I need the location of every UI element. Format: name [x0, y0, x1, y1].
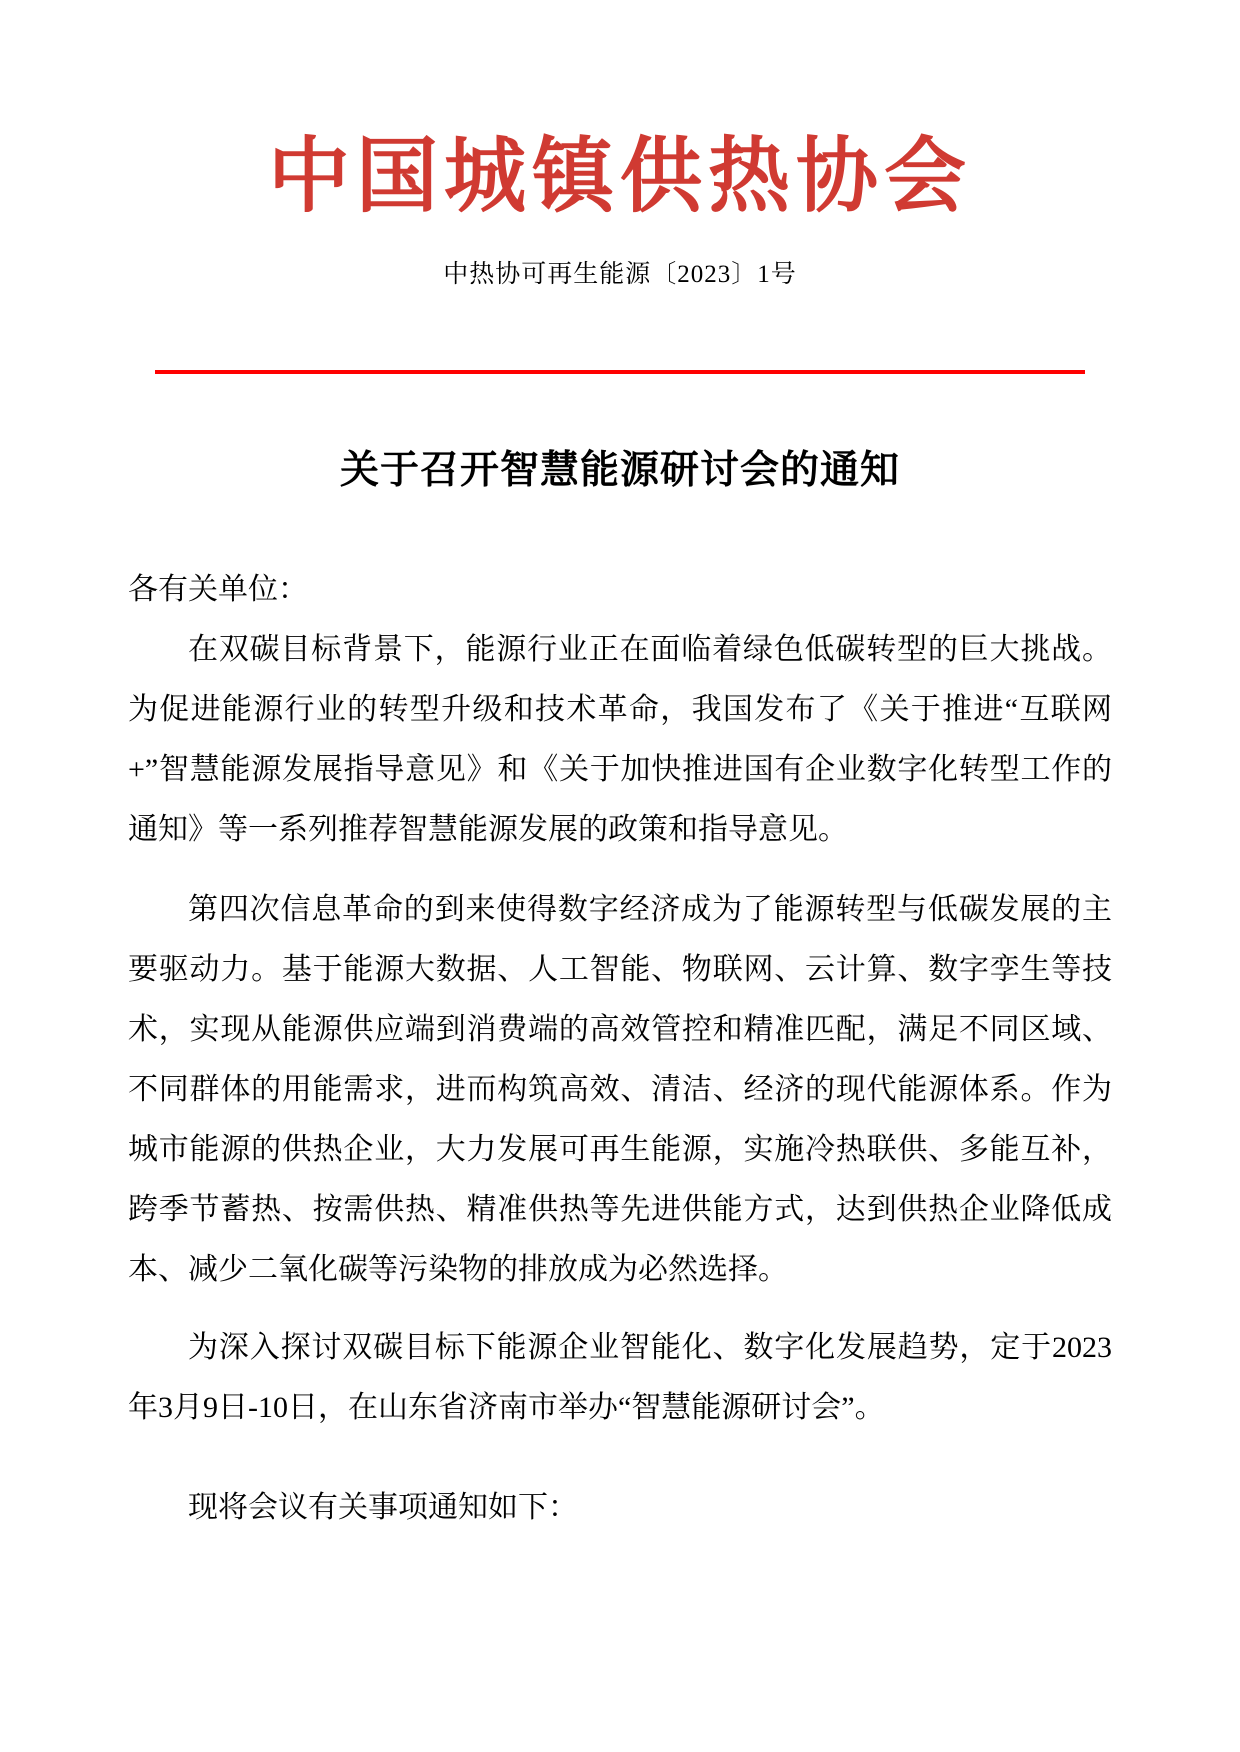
doc-number: 中热协可再生能源〔2023〕1号: [443, 261, 797, 288]
closing-line: 现将会议有关事项通知如下：: [188, 1490, 578, 1524]
paragraph-meeting-date: 为深入探讨双碳目标下能源企业智能化、数字化发展趋势，定于2023年3月9日-10日，在山东省济南市举办“智慧能源研讨会”。: [128, 1330, 1112, 1424]
doc-body: [128, 560, 1112, 1538]
paragraph-digital-economy: 第四次信息革命的到来使得数字经济成为了能源转型与低碳发展的主要驱动力。基于能源大数据、人工智能、物联网、云计算、数字孪生等技术，实现从能源供应端到消费端的高效管控和精准匹配，满足不同区域、不同群体的用能需求，进而构筑高效、清洁、经济的现代能源体系。作为城市能源的供热企业，大力发展可再生能源，实施冷热联供、多能互补，跨季节蓄热、按需供热、精准供热等先进供能方式，达到供热企业降低成本、减少二氧化碳等污染物的排放成为必然选择。: [128, 892, 1112, 1286]
red-divider-rule: [155, 370, 1085, 374]
paragraph-background: 在双碳目标背景下，能源行业正在面临着绿色低碳转型的巨大挑战。为促进能源行业的转型升级和技术革命，我国发布了《关于推进“互联网+”智慧能源发展指导意见》和《关于加快推进国有企业数字化转型工作的通知》等一系列推荐智慧能源发展的政策和指导意见。: [128, 632, 1112, 846]
salutation: 各有关单位：: [128, 572, 308, 606]
doc-title: 关于召开智慧能源研讨会的通知: [339, 449, 900, 492]
org-title: 中国城镇供热协会: [267, 131, 972, 222]
